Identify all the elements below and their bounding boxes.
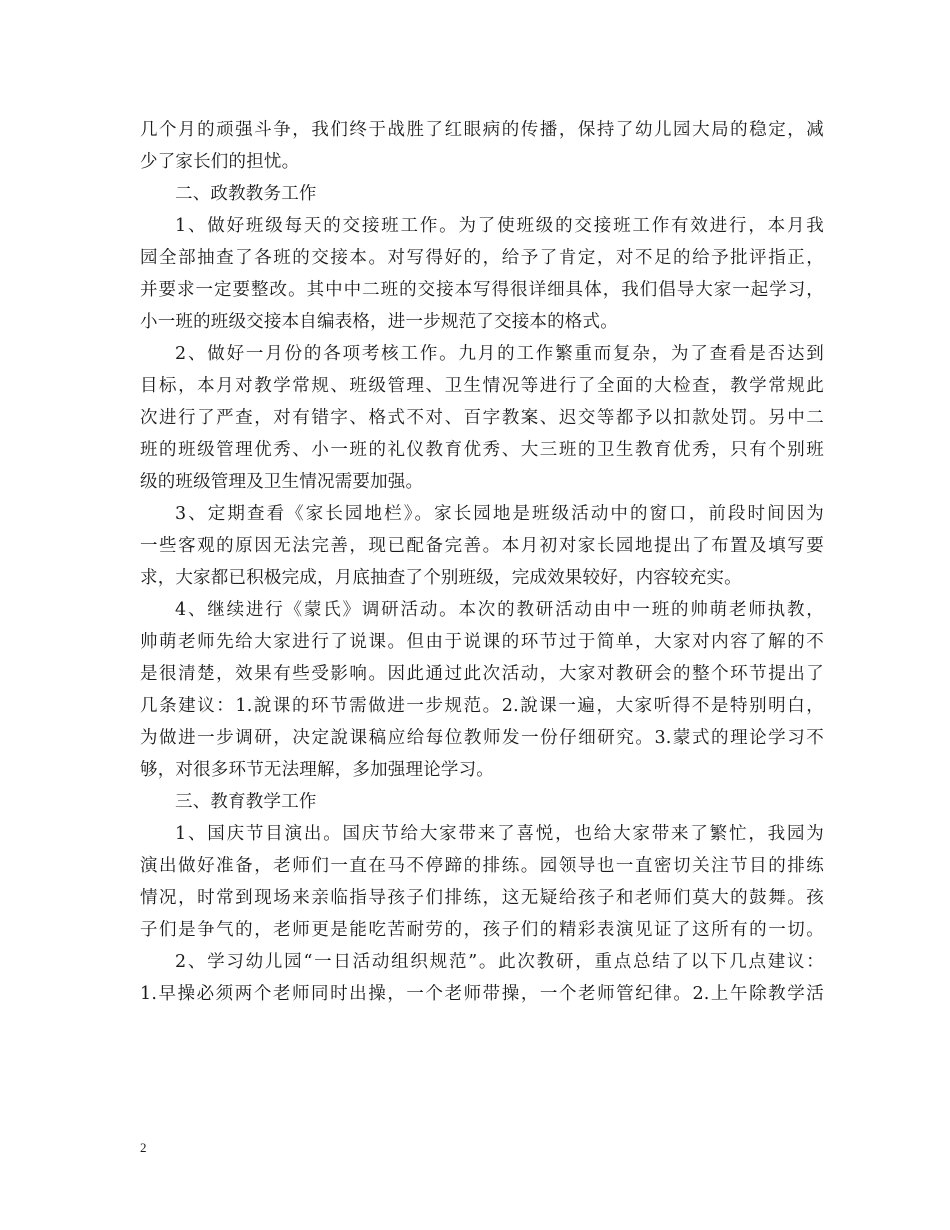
text-line: 几条建议：1.說课的环节需做进一步规范。2.說课一遍，大家听得不是特别明白，: [140, 696, 824, 716]
text-line: 并要求一定要整改。其中中二班的交接本写得很详细具体，我们倡导大家一起学习，: [140, 280, 824, 300]
text-line: 几个月的顽强斗争，我们终于战胜了红眼病的传播，保持了幼儿园大局的稳定，减: [140, 120, 824, 140]
text-line: 演出做好准备，老师们一直在马不停蹄的排练。园领导也一直密切关注节目的排练: [140, 856, 824, 876]
text-line: 够，对很多环节无法理解，多加强理论学习。: [140, 760, 494, 780]
text-line: 帅萌老师先给大家进行了说课。但由于说课的环节过于简单，大家对内容了解的不: [140, 632, 824, 652]
text-line: 小一班的班级交接本自编表格，进一步规范了交接本的格式。: [140, 312, 618, 332]
text-line: 2、做好一月份的各项考核工作。九月的工作繁重而复杂，为了查看是否达到: [175, 344, 824, 364]
text-line: 二、政教教务工作: [175, 184, 317, 204]
document-body: [140, 114, 824, 1010]
text-line: 求，大家都已积极完成，月底抽查了个别班级，完成效果较好，内容较充实。: [140, 568, 742, 588]
text-line: 目标，本月对教学常规、班级管理、卫生情况等进行了全面的大检查，教学常规此: [140, 376, 824, 396]
text-line: 班的班级管理优秀、小一班的礼仪教育优秀、大三班的卫生教育优秀，只有个别班: [140, 440, 824, 460]
text-line: 2、学习幼儿园“一日活动组织规范”。此次教研，重点总结了以下几点建议：: [175, 952, 824, 972]
text-line: 园全部抽查了各班的交接本。对写得好的，给予了肯定，对不足的给予批评指正，: [140, 248, 824, 268]
text-line: 是很清楚，效果有些受影响。因此通过此次活动，大家对教研会的整个环节提出了: [140, 664, 824, 684]
text-line: 一些客观的原因无法完善，现已配备完善。本月初对家长园地提出了布置及填写要: [140, 536, 824, 556]
text-line: 4、继续进行《蒙氏》调研活动。本次的教研活动由中一班的帅萌老师执教，: [175, 600, 824, 620]
text-line: 为做进一步调研，决定說课稿应给每位教师发一份仔细研究。3.蒙式的理论学习不: [140, 728, 824, 748]
text-line: 情况，时常到现场来亲临指导孩子们排练，这无疑给孩子和老师们莫大的鼓舞。孩: [140, 888, 824, 908]
text-line: 3、定期查看《家长园地栏》。家长园地是班级活动中的窗口，前段时间因为: [175, 504, 824, 524]
text-line: 1.早操必须两个老师同时出操，一个老师带操，一个老师管纪律。2.上午除教学活: [140, 984, 824, 1004]
text-line: 级的班级管理及卫生情况需要加强。: [140, 472, 424, 492]
text-line: 1、国庆节目演出。国庆节给大家带来了喜悦，也给大家带来了繁忙，我园为: [175, 824, 824, 844]
text-line: 子们是争气的，老师更是能吃苦耐劳的，孩子们的精彩表演见证了这所有的一切。: [140, 920, 824, 940]
text-line: 1、做好班级每天的交接班工作。为了使班级的交接班工作有效进行，本月我: [175, 216, 824, 236]
text-line: 少了家长们的担忧。: [140, 152, 300, 172]
page-number: 2: [140, 1140, 147, 1155]
text-line: 次进行了严查，对有错字、格式不对、百字教案、迟交等都予以扣款处罚。另中二: [140, 408, 824, 428]
text-line: 三、教育教学工作: [175, 792, 317, 812]
